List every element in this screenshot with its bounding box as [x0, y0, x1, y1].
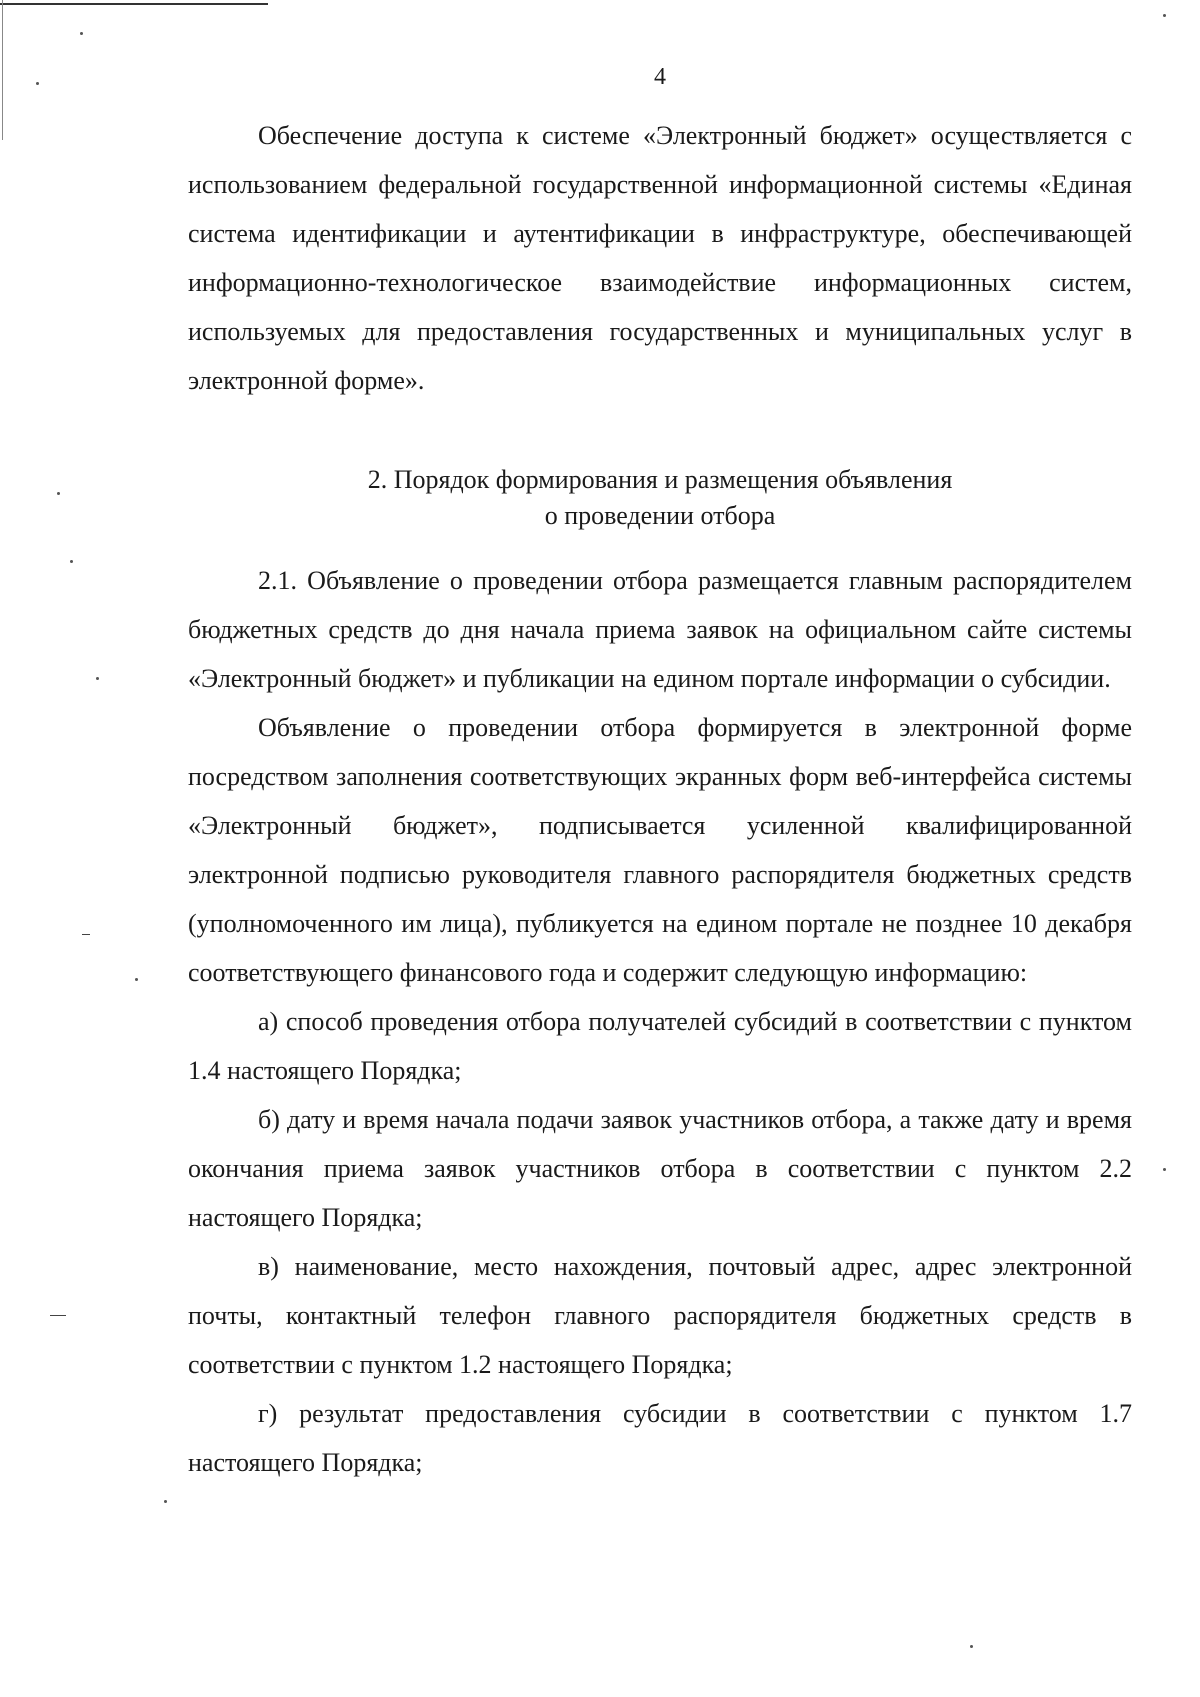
list-item-b: б) дату и время начала подачи заявок участников отбора, а также дату и время окончания приема заявок участников отбора в соответствии с пунктом 2.2 настоящего Порядка; [188, 1105, 1132, 1232]
scan-dash [82, 934, 90, 935]
scan-speck [1163, 14, 1166, 17]
section-heading-line-1: 2. Порядок формирования и размещения объявления [367, 465, 953, 494]
list-item-g: г) результат предоставления субсидии в соответствии с пунктом 1.7 настоящего Порядка; [188, 1399, 1132, 1477]
scan-speck [57, 492, 60, 495]
announcement-paragraph: Объявление о проведении отбора формируется в электронной форме посредством заполнения соответствующих экранных форм веб-интерфейса системы «Электронный бюджет», подписывается усиленной квалифицированной электронной подписью руководителя главного распорядителя бюджетных средств (уполномоченного им лица), публикуется на едином портале не позднее 10 декабря соответствующего финансового года и содержит следующую информацию: [188, 713, 1132, 987]
section-heading-line-2: о проведении отбора [544, 501, 776, 530]
scan-dash [50, 1315, 66, 1316]
intro-paragraph: Обеспечение доступа к системе «Электронный бюджет» осуществляется с использованием федеральной государственной информационной системы «Единая система идентификации и аутентификации в инфраструктуре, обеспечивающей информационно-технологическое взаимодействие информационных систем, используемых для предоставления государственных и муниципальных услуг в электронной форме». [188, 121, 1132, 395]
list-item-v: в) наименование, место нахождения, почтовый адрес, адрес электронной почты, контактный телефон главного распорядителя бюджетных средств в соответствии с пунктом 1.2 настоящего Порядка; [188, 1252, 1132, 1379]
section-heading [188, 462, 1132, 534]
paragraph-2-1: 2.1. Объявление о проведении отбора размещается главным распорядителем бюджетных средств до дня начала приема заявок на официальном сайте системы «Электронный бюджет» и публикации на едином портале информации о субсидии. [188, 566, 1132, 693]
scan-speck [970, 1645, 973, 1648]
list-item-a: а) способ проведения отбора получателей субсидий в соответствии с пунктом 1.4 настоящего Порядка; [188, 1007, 1132, 1085]
scan-speck [1163, 1168, 1166, 1171]
scan-speck [70, 560, 73, 563]
page-number: 4 [654, 64, 666, 90]
scan-speck [164, 1500, 167, 1503]
scan-speck [80, 32, 83, 35]
scan-speck [96, 677, 99, 680]
top-rule [0, 3, 268, 5]
body-block [188, 556, 1132, 1487]
scan-speck [135, 978, 138, 981]
scan-speck [36, 82, 39, 85]
intro-paragraph-block [188, 111, 1132, 405]
